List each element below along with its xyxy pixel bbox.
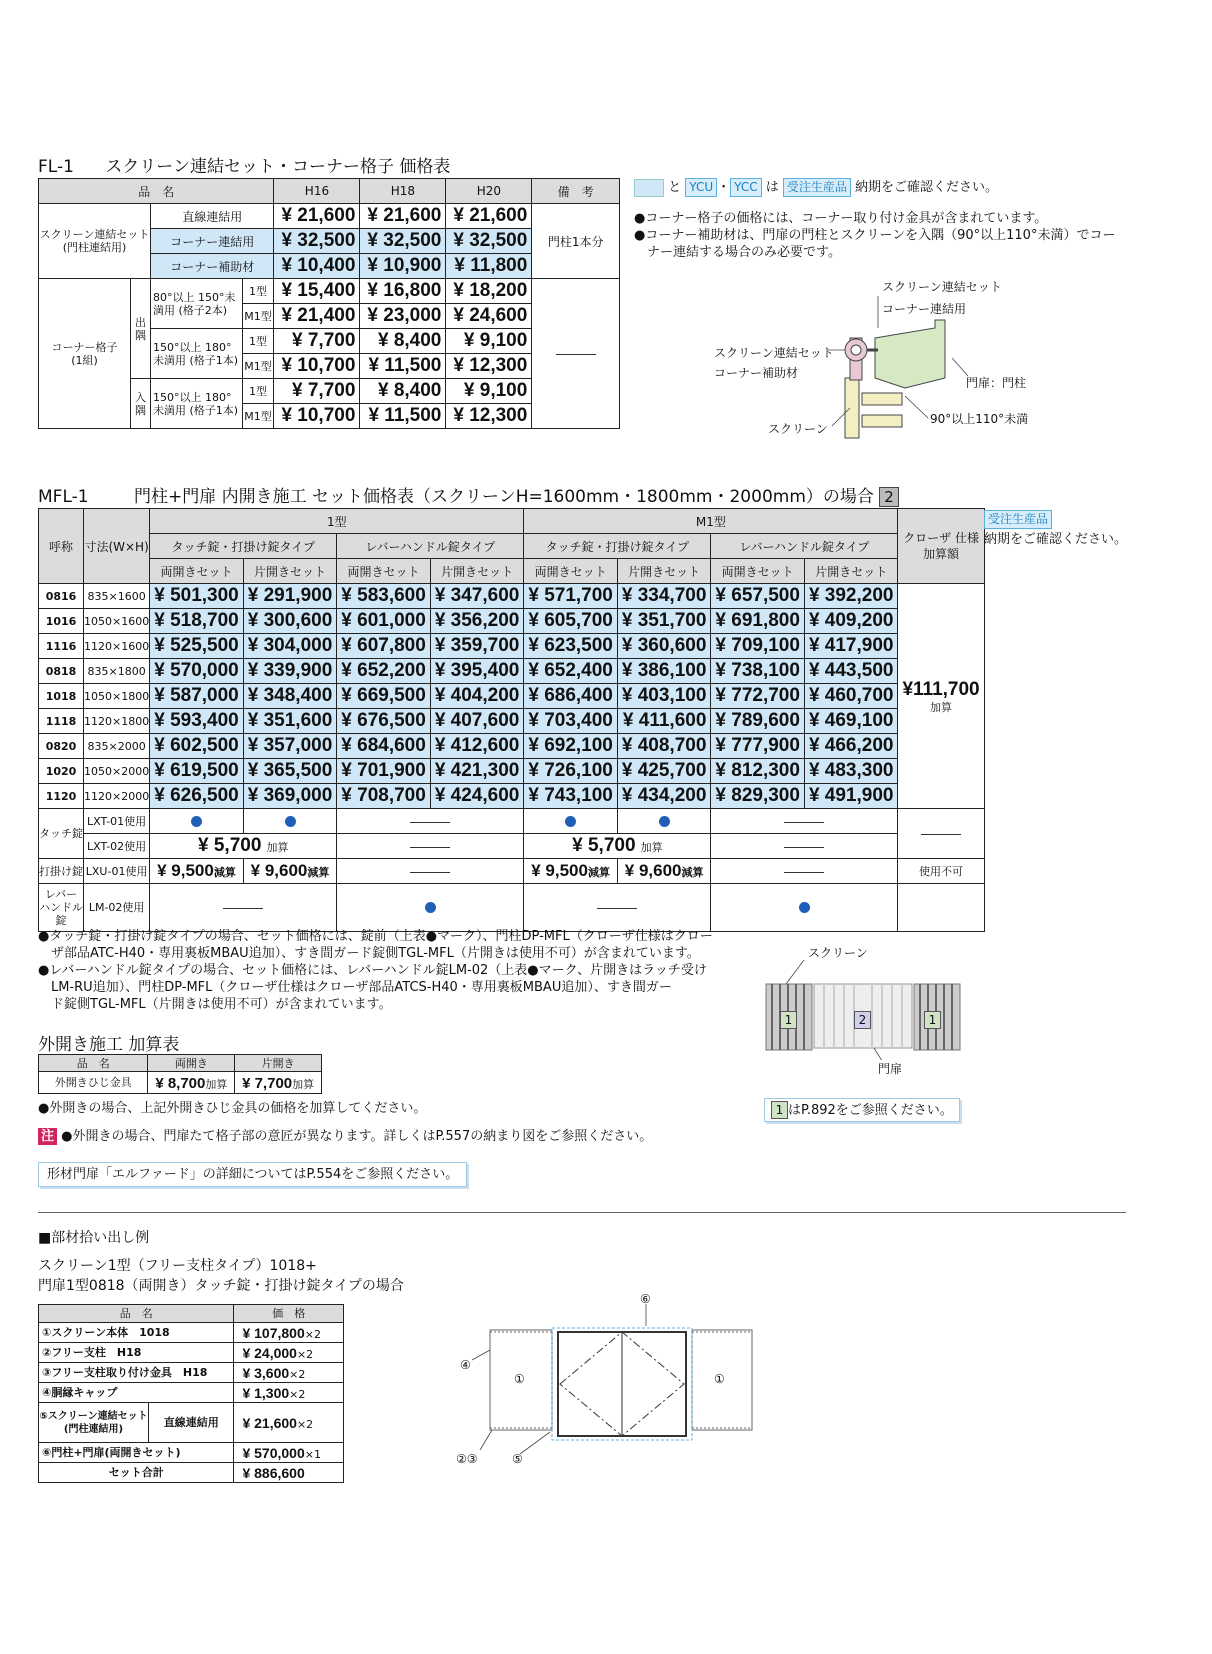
add-price: ¥ 5,700 — [572, 835, 636, 856]
size-code: 0818 — [39, 659, 84, 684]
price-cell: ¥ 434,200 — [617, 784, 711, 809]
price-cell: ¥ 466,200 — [804, 734, 898, 759]
price-cell: ¥ 421,300 — [430, 759, 524, 784]
price-cell: ¥ 23,000 — [360, 304, 446, 329]
price-cell: ¥ 501,300 — [150, 584, 244, 609]
fl1-iriguma: 入隅 — [130, 379, 150, 429]
diag-label: 門扉 — [878, 1062, 903, 1076]
price-cell: ¥ 7,700 — [274, 329, 360, 354]
size-code: 1016 — [39, 609, 84, 634]
price-cell: ¥ 483,300 — [804, 759, 898, 784]
mfl1-h-ryo: 両開きセット — [524, 559, 618, 584]
price-cell: ¥ 587,000 — [150, 684, 244, 709]
ycc-tag: YCC — [730, 178, 761, 197]
fl1-type: M1型 — [242, 354, 274, 379]
price-cell: ¥ 11,800 — [446, 254, 532, 279]
lock-uchikake: 打掛け錠 — [39, 859, 84, 884]
marker-1: 1 — [924, 1011, 941, 1029]
price-cell: ¥ 623,500 — [524, 634, 618, 659]
mfl1-table: 呼称 寸法(W×H) 1型 M1型 クローザ 仕様 加算額 タッチ錠・打掛け錠タイプ レバーハンドル錠タイプ タッチ錠・打掛け錠タイプ レバーハンドル錠タイプ 両開きセット 片開きセット 両開きセット 片開きセット 両開きセット 片開きセット 両開きセット 片開きセット 0816 835×1600 ¥ 501,300 ¥ 291,900 ¥ 583,600 ¥ 347,600 ¥ 571,700 ¥ 334,700 ¥ 657,500 ¥ 392,200 ¥111,700 加算 1016 1050×1600 ¥ 518,700 ¥ 300,600 ¥ 601,000 ¥ 356,200 ¥ 605,700 ¥ 351,700 ¥ 691,800 ¥ 409,200 1116 1120×1600 ¥ 525,500 ¥ 304,000 ¥ 607,800 ¥ 359,700 ¥ 623,500 ¥ 360,600 ¥ 709,100 ¥ 417,900 0818 835×1800 ¥ 570,000 ¥ 339,900 ¥ 652,200 ¥ 395,400 ¥ 652,400 ¥ 386,100 ¥ 738,100 ¥ 443,500 1018 1050×1800 ¥ 587,000 ¥ 348,400 ¥ 669,500 ¥ 404,200 ¥ 686,400 ¥ 403,100 ¥ 772,700 ¥ 460,700 1118 1120×1800 ¥ 593,400 ¥ 351,600 ¥ 676,500 ¥ 407,600 ¥ 703,400 ¥ 411,600 ¥ 789,600 ¥ 469,100 0820 835×2000 ¥ 602,500 ¥ 357,000 ¥ 684,600 ¥ 412,600 ¥ 692,100 ¥ 408,700 ¥ 777,900 ¥ 466,200 1020 1050×2000 ¥ 619,500 ¥ 365,500 ¥ 701,900 ¥ 421,300 ¥ 726,100 ¥ 425,700 ¥ 812,300 ¥ 483,300 1120 1120×2000 ¥ 626,500 ¥ 369,000 ¥ 708,700 ¥ 424,600 ¥ 743,100 ¥ 434,200 ¥ 829,300 ¥ 491,900 タッチ錠 LXT-01使用 LXT-02使用 ¥ 5,700 加算 ¥ 5,700 加算 打掛け錠 LXU-01使用 ¥ 9,500減算 ¥ 9,600減算 ¥ 9,500減算 ¥ 9,600減算 使用不可 レバー ハンドル錠 LM-02使用 — [38, 508, 985, 932]
mfl1-h-kata: 片開きセット — [430, 559, 524, 584]
mfl1-title-text: 門柱+門扉 内開き施工 セット価格表（スクリーンH=1600mm・1800mm・2000mm）の場合 — [133, 487, 874, 507]
price-cell: ¥ 691,800 — [711, 609, 805, 634]
closer-fuka: 使用不可 — [898, 859, 984, 884]
fl1-range: 150°以上 180°未満用 (格子1本) — [150, 329, 242, 379]
diag-label: スクリーン連結セット — [714, 346, 834, 360]
callout-4: ④ — [460, 1358, 471, 1372]
lock-touch: タッチ錠 — [39, 809, 84, 859]
item-price: ¥ 24,000 — [242, 1345, 297, 1361]
price-cell: ¥ 411,600 — [617, 709, 711, 734]
fl1-screen-set: スクリーン連結セット (門柱連結用) — [39, 204, 151, 279]
price-cell: ¥ 812,300 — [711, 759, 805, 784]
included-dot — [191, 816, 202, 827]
fl1-notes: ●コーナー格子の価格には、コーナー取り付け金具が含まれています。 ●コーナー補助材は、門扉の門柱とスクリーンを入隅（90°以上110°未満）でコー ナー連結する場合のみ必要です。 — [634, 211, 1116, 260]
price-cell: ¥ 18,200 — [446, 279, 532, 304]
price-cell: ¥ 424,600 — [430, 784, 524, 809]
size-dim: 1050×1600 — [84, 609, 150, 634]
size-dim: 1120×1800 — [84, 709, 150, 734]
price-cell: ¥ 365,500 — [243, 759, 337, 784]
callout-23: ②③ — [456, 1452, 478, 1466]
callout-1: ① — [514, 1372, 525, 1386]
price-cell: ¥ 518,700 — [150, 609, 244, 634]
diag-label: 90°以上110°未満 — [930, 412, 1029, 426]
price-cell: ¥ 347,600 — [430, 584, 524, 609]
included-dot — [659, 816, 670, 827]
price-cell: ¥ 703,400 — [524, 709, 618, 734]
table-row — [39, 659, 985, 684]
price-cell: ¥ 16,800 — [360, 279, 446, 304]
gate-post — [875, 320, 945, 388]
price-cell: ¥ 9,100 — [446, 329, 532, 354]
callout-1: ① — [714, 1372, 725, 1386]
price-cell: ¥ 10,700 — [274, 354, 360, 379]
price-cell: ¥ 593,400 — [150, 709, 244, 734]
price-cell: ¥ 425,700 — [617, 759, 711, 784]
price-cell: ¥ 9,100 — [446, 379, 532, 404]
price-cell: ¥ 12,300 — [446, 354, 532, 379]
price-cell: ¥ 356,200 — [430, 609, 524, 634]
marker-2: 2 — [854, 1011, 871, 1029]
mfl1-h-yobi: 呼称 — [39, 509, 84, 584]
fl1-row-name: コーナー補助材 — [150, 254, 274, 279]
price-cell: ¥ 10,700 — [274, 404, 360, 429]
price-cell: ¥ 583,600 — [337, 584, 431, 609]
example-head: ■部材拾い出し例 — [38, 1230, 150, 1246]
price-cell: ¥ 409,200 — [804, 609, 898, 634]
table-row — [39, 784, 985, 809]
juchu-tag: 受注生産品 — [984, 510, 1052, 529]
closer-price: ¥111,700 加算 — [898, 584, 984, 809]
juchu-tag: 受注生産品 — [783, 178, 851, 197]
price-cell: ¥ 351,700 — [617, 609, 711, 634]
price-cell: ¥ 443,500 — [804, 659, 898, 684]
mfl1-title — [38, 482, 899, 507]
fl1-legend: と YCU ・ YCC は 受注生産品 納期をご確認ください。 — [634, 178, 998, 197]
diag-label: スクリーン — [808, 946, 868, 960]
price-cell: ¥ 619,500 — [150, 759, 244, 784]
price-cell: ¥ 403,100 — [617, 684, 711, 709]
fl1-h-hinmei: 品 名 — [39, 179, 274, 204]
price-cell: ¥ 357,000 — [243, 734, 337, 759]
ref-box: 1 はP.892をご参照ください。 — [764, 1098, 960, 1122]
mfl1-h-ryo: 両開きセット — [150, 559, 244, 584]
table-row: ④胴縁キャップ ¥ 1,300×2 — [39, 1383, 344, 1403]
fl1-code: FL-1 — [38, 157, 74, 177]
mfl1-h-touch: タッチ錠・打掛け錠タイプ — [524, 534, 711, 559]
price-cell: ¥ 32,500 — [360, 229, 446, 254]
ycu-tag: YCU — [685, 178, 717, 197]
price-cell: ¥ 408,700 — [617, 734, 711, 759]
table-row: ②フリー支柱 H18 ¥ 24,000×2 — [39, 1343, 344, 1363]
fl1-h-biko: 備 考 — [532, 179, 620, 204]
price-cell: ¥ 291,900 — [243, 584, 337, 609]
price-cell: ¥ 652,200 — [337, 659, 431, 684]
price-cell: ¥ 11,500 — [360, 354, 446, 379]
price-cell: ¥ 652,400 — [524, 659, 618, 684]
mfl1-h-1: 1型 — [150, 509, 524, 534]
price-cell: ¥ 8,400 — [360, 379, 446, 404]
price-cell: ¥ 32,500 — [274, 229, 360, 254]
fl1-corner: コーナー格子 (1組) — [39, 279, 131, 429]
included-dot — [799, 902, 810, 913]
set-total-value: ¥ 886,600 — [242, 1465, 305, 1481]
fl1-h16: H16 — [274, 179, 360, 204]
included-dot — [285, 816, 296, 827]
price-cell: ¥ 605,700 — [524, 609, 618, 634]
price-cell: ¥ 570,000 — [150, 659, 244, 684]
table-row — [39, 709, 985, 734]
price-cell: ¥ 348,400 — [243, 684, 337, 709]
diag-label: コーナー連結用 — [882, 302, 967, 316]
fl1-h20: H20 — [446, 179, 532, 204]
outer-note: ●外開きの場合、上記外開きひじ金具の価格を加算してください。 — [38, 1101, 427, 1116]
size-code: 0820 — [39, 734, 84, 759]
table-row: ③フリー支柱取り付け金具 H18 ¥ 3,600×2 — [39, 1363, 344, 1383]
table-row: ①スクリーン本体 1018 ¥ 107,800×2 — [39, 1323, 344, 1343]
price-cell: ¥ 10,900 — [360, 254, 446, 279]
lock-model: LXT-01使用 — [84, 809, 150, 834]
fl1-type: M1型 — [242, 304, 274, 329]
price-cell: ¥ 12,300 — [446, 404, 532, 429]
mfl1-h-m1: M1型 — [524, 509, 898, 534]
outer-table: 品 名 両開き 片開き 外開きひじ金具 ¥ 8,700加算 ¥ 7,700加算 — [38, 1054, 322, 1094]
fl1-deguma: 出隅 — [130, 279, 150, 379]
mfl1-h-kata: 片開きセット — [243, 559, 337, 584]
mfl1-h-ryo: 両開きセット — [711, 559, 805, 584]
price-cell: ¥ 21,600 — [274, 204, 360, 229]
price-cell: ¥ 669,500 — [337, 684, 431, 709]
table-row — [39, 684, 985, 709]
set-total-label: セット合計 — [39, 1463, 234, 1483]
price-cell: ¥ 607,800 — [337, 634, 431, 659]
table-row — [39, 634, 985, 659]
mfl1-h-touch: タッチ錠・打掛け錠タイプ — [150, 534, 337, 559]
mfl1-h-kata: 片開きセット — [617, 559, 711, 584]
size-dim: 835×2000 — [84, 734, 150, 759]
price-cell: ¥ 386,100 — [617, 659, 711, 684]
table-row — [39, 734, 985, 759]
item-price: ¥ 1,300 — [242, 1385, 290, 1401]
price-cell: ¥ 601,000 — [337, 609, 431, 634]
diag-label: スクリーン — [768, 422, 828, 436]
fl1-biko-none — [532, 279, 620, 429]
price-cell: ¥ 726,100 — [524, 759, 618, 784]
price-cell: ¥ 8,400 — [360, 329, 446, 354]
price-cell: ¥ 829,300 — [711, 784, 805, 809]
price-cell: ¥ 692,100 — [524, 734, 618, 759]
blue-swatch — [634, 179, 664, 197]
mfl1-h-lever: レバーハンドル錠タイプ — [337, 534, 524, 559]
price-cell: ¥ 15,400 — [274, 279, 360, 304]
example-sub: スクリーン1型（フリー支柱タイプ）1018+ — [38, 1258, 317, 1274]
price-cell: ¥ 738,100 — [711, 659, 805, 684]
price-cell: ¥ 21,600 — [360, 204, 446, 229]
size-code: 1120 — [39, 784, 84, 809]
item-name: ①スクリーン本体 1018 — [39, 1323, 234, 1343]
price-cell: ¥ 491,900 — [804, 784, 898, 809]
price-cell: ¥ 626,500 — [150, 784, 244, 809]
mfl1-h-lever: レバーハンドル錠タイプ — [711, 534, 898, 559]
fl1-table — [38, 178, 620, 429]
price-cell: ¥ 359,700 — [430, 634, 524, 659]
price-cell: ¥ 11,500 — [360, 404, 446, 429]
example-sub: 門扉1型0818（両開き）タッチ錠・打掛け錠タイプの場合 — [38, 1278, 404, 1294]
price-cell: ¥ 21,600 — [446, 204, 532, 229]
item-price: ¥ 3,600 — [242, 1365, 290, 1381]
price-cell: ¥ 708,700 — [337, 784, 431, 809]
example-table: 品 名 価 格 ①スクリーン本体 1018 ¥ 107,800×2 ②フリー支柱 H18 ¥ 24,000×2 ③フリー支柱取り付け金具 H18 ¥ 3,600×2 ④胴縁キャップ ¥ 1,300×2 ⑤スクリーン連結セット (門柱連結用) 直線連結用 ¥ 21,600×2 ⑥門柱+門扉(両開きセット) ¥ 570,000×1 セット合計 ¥ 886,600 — [38, 1304, 344, 1483]
price-cell: ¥ 304,000 — [243, 634, 337, 659]
price-cell: ¥ 772,700 — [711, 684, 805, 709]
fl1-type: 1型 — [242, 379, 274, 404]
price-cell: ¥ 571,700 — [524, 584, 618, 609]
lock-lever: レバー ハンドル錠 — [39, 884, 84, 932]
price-cell: ¥ 339,900 — [243, 659, 337, 684]
callout-6: ⑥ — [640, 1292, 651, 1306]
lock-model: LXT-02使用 — [84, 834, 150, 859]
price-cell: ¥ 21,400 — [274, 304, 360, 329]
price-cell: ¥ 10,400 — [274, 254, 360, 279]
size-dim: 1050×2000 — [84, 759, 150, 784]
fl1-type: 1型 — [242, 279, 274, 304]
lock-model: LXU-01使用 — [84, 859, 150, 884]
diag-label: コーナー補助材 — [714, 366, 799, 380]
price-cell: ¥ 525,500 — [150, 634, 244, 659]
item-price: ¥ 107,800 — [242, 1325, 305, 1341]
add-price: ¥ 5,700 — [198, 835, 262, 856]
mfl1-legend: 受注生産品 納期をご確認ください。 — [984, 512, 1128, 547]
fl1-type: M1型 — [242, 404, 274, 429]
item-name: ③フリー支柱取り付け金具 H18 — [39, 1363, 234, 1383]
price-cell: ¥ 709,100 — [711, 634, 805, 659]
price-cell: ¥ 684,600 — [337, 734, 431, 759]
price-cell: ¥ 469,100 — [804, 709, 898, 734]
price-cell: ¥ 412,600 — [430, 734, 524, 759]
price-cell: ¥ 300,600 — [243, 609, 337, 634]
price-cell: ¥ 407,600 — [430, 709, 524, 734]
outer-item: 外開きひじ金具 — [39, 1072, 148, 1094]
price-cell: ¥ 602,500 — [150, 734, 244, 759]
size-dim: 1120×2000 — [84, 784, 150, 809]
fl1-h18: H18 — [360, 179, 446, 204]
size-code: 1020 — [39, 759, 84, 784]
mfl1-code: MFL-1 — [38, 487, 89, 507]
price-cell: ¥ 7,700 — [274, 379, 360, 404]
item-name: ④胴縁キャップ — [39, 1383, 234, 1403]
size-dim: 835×1800 — [84, 659, 150, 684]
size-code: 0816 — [39, 584, 84, 609]
screen-post — [845, 378, 859, 438]
size-code: 1018 — [39, 684, 84, 709]
price-cell: ¥ 392,200 — [804, 584, 898, 609]
fl1-range: 80°以上 150°未満用 (格子2本) — [150, 279, 242, 329]
fl1-type: 1型 — [242, 329, 274, 354]
size-dim: 835×1600 — [84, 584, 150, 609]
marker-1: 1 — [780, 1011, 797, 1029]
fl1-row-name: コーナー連結用 — [150, 229, 274, 254]
mfl1-h-kata: 片開きセット — [804, 559, 898, 584]
price-cell: ¥ 369,000 — [243, 784, 337, 809]
price-cell: ¥ 417,900 — [804, 634, 898, 659]
price-cell: ¥ 351,600 — [243, 709, 337, 734]
price-cell: ¥ 24,600 — [446, 304, 532, 329]
size-code: 1118 — [39, 709, 84, 734]
price-cell: ¥ 789,600 — [711, 709, 805, 734]
item-name: ②フリー支柱 H18 — [39, 1343, 234, 1363]
table-row — [39, 609, 985, 634]
price-cell: ¥ 460,700 — [804, 684, 898, 709]
table-row — [39, 584, 985, 609]
price-cell: ¥ 657,500 — [711, 584, 805, 609]
lock-model: LM-02使用 — [84, 884, 150, 932]
mfl1-notes: ●タッチ錠・打掛け錠タイプの場合、セット価格には、錠前（上表●マーク）、門柱DP-MFL（クローザ仕様はクロー ザ部品ATC-H40・専用裏板MBAU追加）、すき間ガード錠側TGL-MFL（片開きは使用不可）が含まれています。 ●レバーハンドル錠タイプの場合、セット価格には、レバーハンドル錠LM-02（上表●マーク、片開きはラッチ受け LM-RU追加）、門柱DP-MFL（クローザ仕様はクローザ部品ATCS-H40・専用裏板MBAU追加）、すき間ガー ド錠側TGL-MFL（片開きは使用不可）が含まれています。 — [38, 929, 713, 1012]
diag-label: 門扉：門柱 — [966, 376, 1027, 390]
fl1-row-name: 直線連結用 — [150, 204, 274, 229]
callout-5: ⑤ — [512, 1452, 523, 1466]
included-dot — [425, 902, 436, 913]
detail-ref-box: 形材門扉「エルファード」の詳細についてはP.554をご参照ください。 — [38, 1162, 467, 1187]
mfl1-h-closer: クローザ 仕様 加算額 — [898, 509, 984, 584]
included-dot — [565, 816, 576, 827]
mfl1-h-ryo: 両開きセット — [337, 559, 431, 584]
size-code: 1116 — [39, 634, 84, 659]
price-cell: ¥ 404,200 — [430, 684, 524, 709]
divider — [38, 1212, 1126, 1213]
fl1-title-text: スクリーン連結セット・コーナー格子 価格表 — [105, 157, 451, 177]
price-cell: ¥ 686,400 — [524, 684, 618, 709]
fl1-biko: 門柱1本分 — [532, 204, 620, 279]
price-cell: ¥ 360,600 — [617, 634, 711, 659]
mfl1-h-sunpo: 寸法(W×H) — [84, 509, 150, 584]
price-cell: ¥ 395,400 — [430, 659, 524, 684]
price-cell: ¥ 777,900 — [711, 734, 805, 759]
table-row — [39, 759, 985, 784]
outer-note2: 注 ●外開きの場合、門扉たて格子部の意匠が異なります。詳しくはP.557の納まり図をご参照ください。 — [38, 1128, 652, 1145]
size-dim: 1050×1800 — [84, 684, 150, 709]
fl1-range: 150°以上 180°未満用 (格子1本) — [150, 379, 242, 429]
fl1-title — [38, 152, 450, 177]
size-dim: 1120×1600 — [84, 634, 150, 659]
price-cell: ¥ 32,500 — [446, 229, 532, 254]
diag-label: スクリーン連結セット — [882, 280, 1002, 294]
outer-title: 外開き施工 加算表 — [38, 1035, 180, 1055]
price-cell: ¥ 743,100 — [524, 784, 618, 809]
price-cell: ¥ 701,900 — [337, 759, 431, 784]
mfl1-badge: 2 — [879, 487, 899, 507]
price-cell: ¥ 334,700 — [617, 584, 711, 609]
price-cell: ¥ 676,500 — [337, 709, 431, 734]
